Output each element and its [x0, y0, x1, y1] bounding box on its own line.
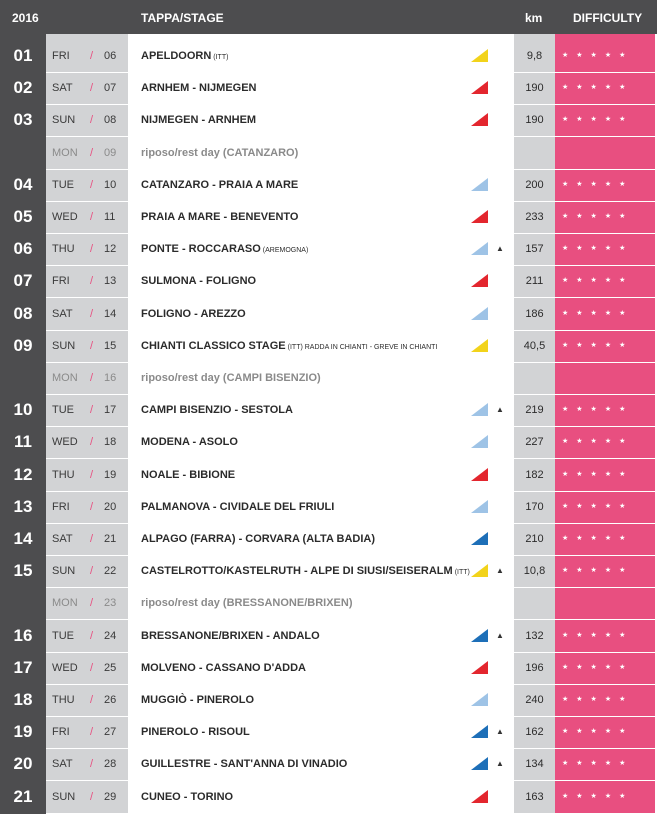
date-separator: / — [90, 662, 94, 674]
stage-number: 12 — [13, 465, 33, 484]
stage-name — [141, 587, 352, 619]
stage-number: 01 — [13, 46, 33, 65]
stage-profile-icon — [471, 339, 488, 352]
stage-km: 210 — [525, 533, 544, 545]
stage-km: 227 — [525, 436, 544, 448]
stage-route: ARNHEM - NIJMEGEN — [141, 82, 257, 94]
stage-number: 18 — [13, 690, 33, 709]
date-separator: / — [90, 275, 94, 287]
stage-km: 132 — [525, 630, 544, 642]
stage-number: 11 — [14, 432, 32, 451]
stage-number: 03 — [13, 110, 33, 129]
difficulty-stars: ★★★★★ — [562, 696, 634, 703]
table-header — [0, 0, 657, 34]
date-separator: / — [90, 404, 94, 416]
stage-number: 21 — [13, 787, 33, 806]
rest-day-row — [0, 137, 657, 169]
stage-row — [0, 684, 657, 716]
date-separator: / — [90, 533, 94, 545]
day-number: 24 — [104, 630, 117, 642]
day-number: 12 — [104, 243, 117, 255]
weekday: TUE — [52, 630, 74, 642]
date-separator: / — [90, 630, 94, 642]
stage-profile-icon — [471, 790, 488, 803]
weekday: MON — [52, 372, 78, 384]
stage-name — [141, 72, 257, 104]
stage-profile-icon — [471, 661, 488, 674]
stage-number: 20 — [13, 754, 33, 773]
day-number: 13 — [104, 275, 117, 287]
stage-route: MODENA - ASOLO — [141, 436, 238, 448]
stage-route: PINEROLO - RISOUL — [141, 726, 250, 738]
weekday: SAT — [52, 82, 73, 94]
stage-km: 134 — [525, 758, 544, 770]
stage-profile-icon — [471, 274, 488, 287]
stage-note: (ITT) RADDA IN CHIANTI - GREVE IN CHIANTI — [287, 344, 438, 351]
stage-row — [0, 523, 657, 555]
day-number: 23 — [104, 597, 117, 609]
weekday: SAT — [52, 533, 73, 545]
stage-profile-icon — [471, 49, 488, 62]
day-number: 15 — [104, 340, 117, 352]
stage-route: CASTELROTTO/KASTELRUTH - ALPE DI SIUSI/SEISERALM — [141, 565, 453, 577]
stage-profile-icon — [471, 532, 488, 545]
date-separator: / — [90, 791, 94, 803]
day-number: 21 — [104, 533, 117, 545]
stage-row — [0, 72, 657, 104]
stage-row — [0, 201, 657, 233]
stage-route: riposo/rest day (CAMPI BISENZIO) — [141, 372, 321, 384]
date-separator: / — [90, 340, 94, 352]
day-number: 06 — [104, 50, 117, 62]
date-separator: / — [90, 114, 94, 126]
difficulty-stars: ★★★★★ — [562, 760, 634, 767]
stage-note: (ITT) — [213, 54, 229, 61]
stage-number: 14 — [13, 529, 33, 548]
stage-km: 40,5 — [523, 340, 546, 352]
weekday: SAT — [52, 308, 73, 320]
stage-route: CHIANTI CLASSICO STAGE — [141, 340, 286, 352]
stage-km: 9,8 — [526, 50, 543, 62]
difficulty-stars: ★★★★★ — [562, 793, 634, 800]
stage-row — [0, 426, 657, 458]
stage-row — [0, 233, 657, 265]
stage-row — [0, 781, 657, 813]
stage-route: MOLVENO - CASSANO D'ADDA — [141, 662, 306, 674]
difficulty-header: DIFFICULTY — [573, 11, 643, 25]
stage-profile-icon — [471, 725, 488, 738]
weekday: SUN — [52, 114, 76, 126]
weekday: WED — [52, 211, 78, 223]
day-number: 28 — [104, 758, 117, 770]
stage-header: TAPPA/STAGE — [141, 11, 224, 25]
day-number: 18 — [104, 436, 117, 448]
difficulty-stars: ★★★★★ — [562, 245, 634, 252]
date-separator: / — [90, 147, 94, 159]
weekday: MON — [52, 147, 78, 159]
stage-note: (AREMOGNA) — [262, 247, 309, 254]
stage-row — [0, 748, 657, 780]
stage-km: 233 — [525, 211, 544, 223]
stage-profile-icon — [471, 403, 488, 416]
difficulty-stars: ★★★★★ — [562, 277, 634, 284]
stage-profile-icon — [471, 629, 488, 642]
summit-finish-icon: ▲ — [496, 566, 504, 575]
stage-name — [141, 652, 306, 684]
stage-km: 157 — [525, 243, 544, 255]
stage-route: PRAIA A MARE - BENEVENTO — [141, 211, 299, 223]
weekday: SUN — [52, 791, 76, 803]
stage-name — [141, 201, 298, 233]
weekday: TUE — [52, 179, 74, 191]
weekday: FRI — [52, 50, 70, 62]
summit-finish-icon: ▲ — [496, 759, 504, 768]
difficulty-stars: ★★★★★ — [562, 406, 634, 413]
stage-route: BRESSANONE/BRIXEN - ANDALO — [141, 630, 320, 642]
stage-km: 190 — [525, 114, 544, 126]
day-number: 11 — [104, 211, 116, 223]
date-separator: / — [90, 694, 94, 706]
day-number: 29 — [104, 791, 117, 803]
day-number: 14 — [104, 308, 117, 320]
stage-row — [0, 652, 657, 684]
weekday: SAT — [52, 758, 73, 770]
stage-name — [141, 40, 228, 72]
stage-name — [141, 298, 246, 330]
difficulty-stars: ★★★★★ — [562, 535, 634, 542]
day-number: 22 — [104, 565, 117, 577]
weekday: TUE — [52, 404, 74, 416]
stage-profile-icon — [471, 307, 488, 320]
stage-km: 182 — [525, 469, 544, 481]
stage-row — [0, 40, 657, 72]
stage-name — [141, 684, 254, 716]
date-separator: / — [90, 82, 94, 94]
difficulty-stars: ★★★★★ — [562, 52, 634, 59]
stage-name — [141, 426, 238, 458]
difficulty-stars: ★★★★★ — [562, 664, 634, 671]
stage-km: 219 — [525, 404, 544, 416]
stage-name — [141, 491, 334, 523]
difficulty-stars: ★★★★★ — [562, 471, 634, 478]
day-number: 16 — [104, 372, 117, 384]
day-number: 08 — [104, 114, 117, 126]
difficulty-stars: ★★★★★ — [562, 213, 634, 220]
summit-finish-icon: ▲ — [496, 727, 504, 736]
date-separator: / — [90, 469, 94, 481]
day-number: 19 — [104, 469, 117, 481]
stage-km: 200 — [525, 179, 544, 191]
day-number: 09 — [104, 147, 117, 159]
stage-row — [0, 394, 657, 426]
weekday: WED — [52, 662, 78, 674]
weekday: THU — [52, 469, 75, 481]
date-separator: / — [90, 372, 94, 384]
stage-km: 190 — [525, 82, 544, 94]
stage-profile-icon — [471, 564, 488, 577]
stage-name — [141, 716, 250, 748]
stage-route: FOLIGNO - AREZZO — [141, 308, 246, 320]
stage-route: CUNEO - TORINO — [141, 791, 234, 803]
date-separator: / — [90, 179, 94, 191]
stage-number: 08 — [13, 304, 33, 323]
stage-route: NIJMEGEN - ARNHEM — [141, 114, 257, 126]
stage-row — [0, 265, 657, 297]
stage-name — [141, 781, 233, 813]
stage-number: 02 — [13, 78, 33, 97]
date-separator: / — [90, 597, 94, 609]
weekday: THU — [52, 243, 75, 255]
stage-route: GUILLESTRE - SANT'ANNA DI VINADIO — [141, 758, 348, 770]
day-number: 26 — [104, 694, 117, 706]
stage-number: 16 — [13, 626, 33, 645]
rest-day-row — [0, 587, 657, 619]
date-separator: / — [90, 758, 94, 770]
date-separator: / — [90, 50, 94, 62]
stage-route: CAMPI BISENZIO - SESTOLA — [141, 404, 293, 416]
stage-name — [141, 265, 256, 297]
stage-profile-icon — [471, 81, 488, 94]
stage-km: 170 — [525, 501, 544, 513]
summit-finish-icon: ▲ — [496, 244, 504, 253]
stage-route: CATANZARO - PRAIA A MARE — [141, 179, 299, 191]
stage-row — [0, 620, 657, 652]
stage-number: 17 — [13, 658, 33, 677]
summit-finish-icon: ▲ — [496, 405, 504, 414]
stage-profile-icon — [471, 500, 488, 513]
stage-number: 19 — [13, 722, 33, 741]
stage-km: 10,8 — [523, 565, 546, 577]
stage-row — [0, 491, 657, 523]
stage-route: APELDOORN — [141, 50, 212, 62]
date-separator: / — [90, 211, 94, 223]
rest-day-row — [0, 362, 657, 394]
stage-row — [0, 330, 657, 362]
date-separator: / — [90, 501, 94, 513]
stage-note: (ITT) — [454, 569, 470, 576]
stage-number: 06 — [13, 239, 33, 258]
stage-km: 211 — [525, 275, 544, 287]
stage-name — [141, 459, 235, 491]
stage-route: PONTE - ROCCARASO — [141, 243, 261, 255]
day-number: 20 — [104, 501, 117, 513]
weekday: FRI — [52, 726, 70, 738]
stage-km: 163 — [525, 791, 544, 803]
stage-name — [141, 523, 375, 555]
difficulty-stars: ★★★★★ — [562, 116, 634, 123]
stage-row — [0, 298, 657, 330]
difficulty-stars: ★★★★★ — [562, 728, 634, 735]
date-separator: / — [90, 726, 94, 738]
weekday: MON — [52, 597, 78, 609]
stage-route: NOALE - BIBIONE — [141, 469, 236, 481]
stage-route: riposo/rest day (BRESSANONE/BRIXEN) — [141, 597, 353, 609]
day-number: 10 — [104, 179, 117, 191]
stage-name — [141, 233, 308, 265]
stage-km: 162 — [525, 726, 544, 738]
stage-name — [141, 555, 470, 587]
year-header: 2016 — [12, 11, 39, 25]
date-separator: / — [90, 243, 94, 255]
stage-name — [141, 394, 293, 426]
difficulty-stars: ★★★★★ — [562, 310, 634, 317]
stage-row — [0, 716, 657, 748]
date-separator: / — [90, 436, 94, 448]
stage-name — [141, 137, 298, 169]
stage-profile-icon — [471, 178, 488, 191]
stage-profile-icon — [471, 113, 488, 126]
summit-finish-icon: ▲ — [496, 631, 504, 640]
stage-route: riposo/rest day (CATANZARO) — [141, 147, 299, 159]
stage-row — [0, 104, 657, 136]
stage-km: 196 — [525, 662, 544, 674]
stage-name — [141, 169, 298, 201]
stage-number: 04 — [13, 175, 33, 194]
difficulty-stars: ★★★★★ — [562, 632, 634, 639]
stage-name — [141, 330, 437, 362]
day-number: 07 — [104, 82, 117, 94]
stage-row — [0, 459, 657, 491]
date-separator: / — [90, 308, 94, 320]
difficulty-stars: ★★★★★ — [562, 181, 634, 188]
stage-row — [0, 169, 657, 201]
weekday: SUN — [52, 565, 76, 577]
date-separator: / — [90, 565, 94, 577]
stage-profile-icon — [471, 757, 488, 770]
stage-number: 05 — [13, 207, 33, 226]
difficulty-stars: ★★★★★ — [562, 84, 634, 91]
stage-name — [141, 748, 347, 780]
weekday: FRI — [52, 275, 70, 287]
stage-route: SULMONA - FOLIGNO — [141, 275, 257, 287]
stage-name — [141, 362, 321, 394]
difficulty-stars: ★★★★★ — [562, 503, 634, 510]
stage-profile-icon — [471, 435, 488, 448]
stage-profile-icon — [471, 210, 488, 223]
weekday: WED — [52, 436, 78, 448]
stage-number: 07 — [13, 271, 33, 290]
stage-profile-icon — [471, 242, 488, 255]
weekday: SUN — [52, 340, 76, 352]
stage-route: ALPAGO (FARRA) - CORVARA (ALTA BADIA) — [141, 533, 376, 545]
stage-km: 186 — [525, 308, 544, 320]
weekday: FRI — [52, 501, 70, 513]
km-header: km — [525, 11, 543, 25]
difficulty-stars: ★★★★★ — [562, 567, 634, 574]
day-number: 27 — [104, 726, 117, 738]
stage-row — [0, 555, 657, 587]
stage-number: 15 — [13, 561, 33, 580]
stage-km: 240 — [525, 694, 544, 706]
weekday: THU — [52, 694, 75, 706]
day-number: 25 — [104, 662, 117, 674]
difficulty-stars: ★★★★★ — [562, 342, 634, 349]
stage-name — [141, 620, 320, 652]
stage-profile-icon — [471, 468, 488, 481]
stage-profile-icon — [471, 693, 488, 706]
stage-number: 13 — [13, 497, 33, 516]
stage-route: MUGGIÒ - PINEROLO — [141, 694, 255, 706]
stage-route: PALMANOVA - CIVIDALE DEL FRIULI — [141, 501, 335, 513]
day-number: 17 — [104, 404, 117, 416]
stage-number: 10 — [13, 400, 33, 419]
stage-number: 09 — [13, 336, 33, 355]
stage-name — [141, 104, 256, 136]
difficulty-stars: ★★★★★ — [562, 438, 634, 445]
